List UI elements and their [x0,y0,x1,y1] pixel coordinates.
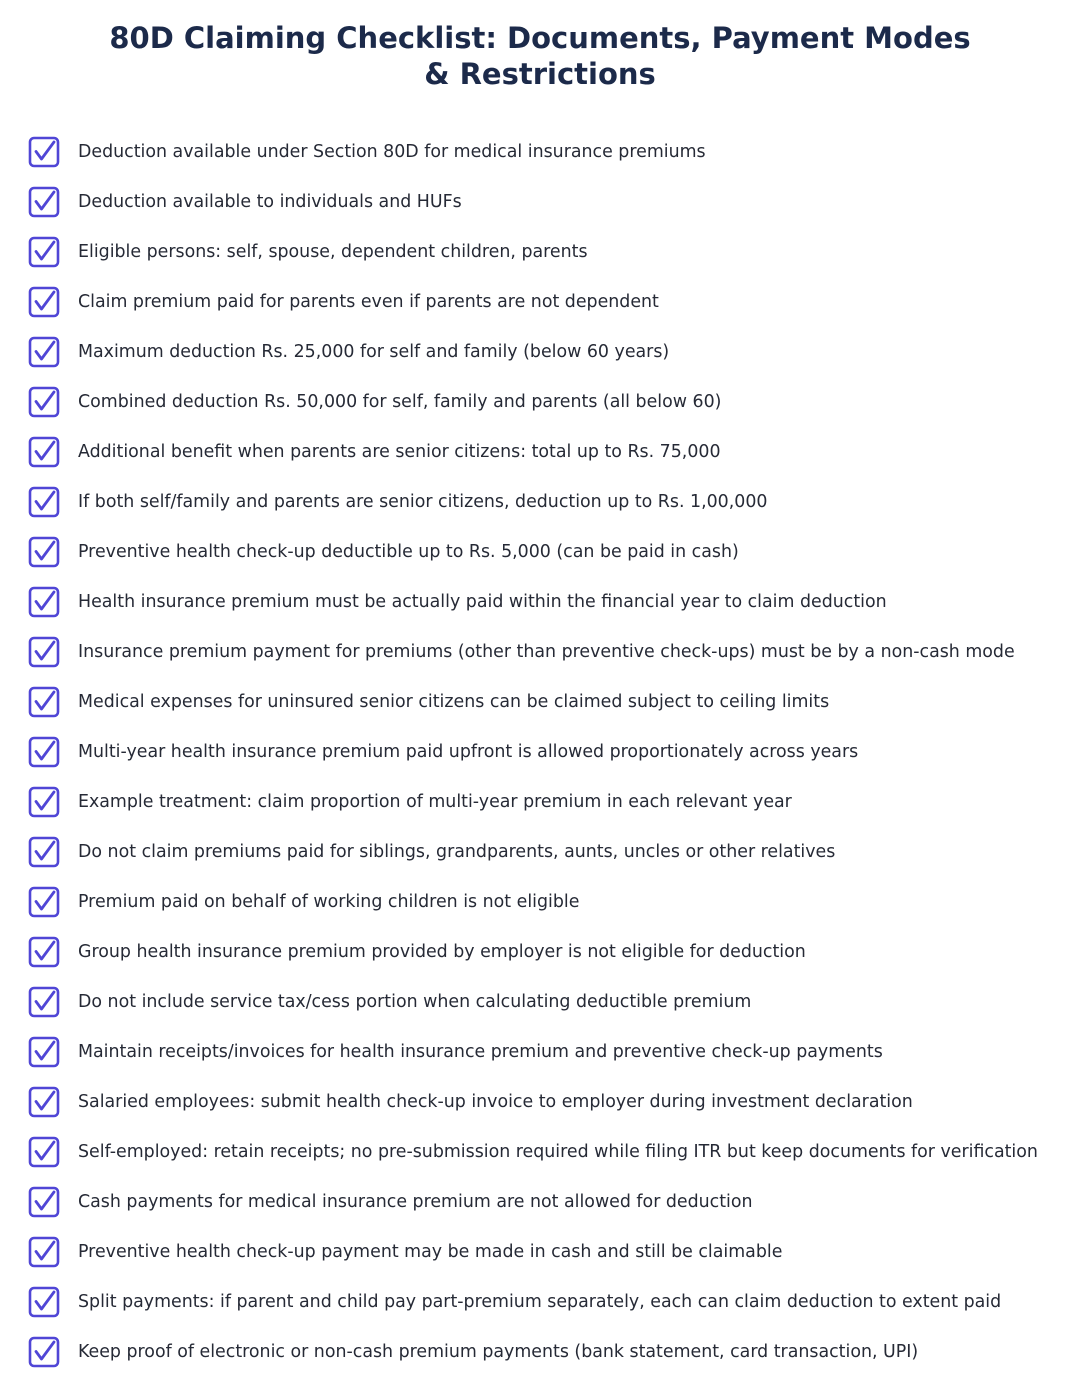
checked-checkbox-icon [28,1086,60,1118]
page-title [0,20,1080,92]
checked-checkbox-icon [28,1186,60,1218]
checked-checkbox-icon [28,936,60,968]
checklist-item [0,126,1080,176]
checked-checkbox-icon [28,486,60,518]
checked-checkbox-icon [28,686,60,718]
checklist-item-text: Health insurance premium must be actually paid within the financial year to claim deduction [78,592,887,612]
checked-checkbox-icon [28,636,60,668]
checked-checkbox-icon [28,1036,60,1068]
checked-checkbox-icon [28,386,60,418]
checklist-item-text: Insurance premium payment for premiums (other than preventive check-ups) must be by a non-cash mode [78,642,1015,662]
page-title-line-2: & Restrictions [424,57,656,91]
checklist-item [0,376,1080,426]
checklist-item [0,526,1080,576]
checked-checkbox-icon [28,1336,60,1368]
checked-checkbox-icon [28,336,60,368]
checked-checkbox-icon [28,1286,60,1318]
checklist-item-text: Preventive health check-up payment may be made in cash and still be claimable [78,1242,783,1262]
checklist-item [0,476,1080,526]
checklist-item [0,276,1080,326]
checklist-item-text: Maximum deduction Rs. 25,000 for self and family (below 60 years) [78,342,670,362]
checklist-item [0,226,1080,276]
checked-checkbox-icon [28,1236,60,1268]
checklist-item [0,1226,1080,1276]
page-title-line-1: 80D Claiming Checklist: Documents, Payment Modes [109,21,971,55]
checked-checkbox-icon [28,886,60,918]
checklist-item-text: Example treatment: claim proportion of multi-year premium in each relevant year [78,792,792,812]
checked-checkbox-icon [28,536,60,568]
checklist-item [0,976,1080,1026]
checklist-item [0,1076,1080,1126]
checklist-item [0,576,1080,626]
checklist-item [0,726,1080,776]
checked-checkbox-icon [28,836,60,868]
checklist-item-text: If both self/family and parents are senior citizens, deduction up to Rs. 1,00,000 [78,492,768,512]
checklist-item [0,176,1080,226]
checklist-item [0,1176,1080,1226]
checklist-item-text: Maintain receipts/invoices for health insurance premium and preventive check-up payments [78,1042,883,1062]
checklist-item [0,926,1080,976]
checked-checkbox-icon [28,186,60,218]
checklist-item-text: Keep proof of electronic or non-cash premium payments (bank statement, card transaction, UPI) [78,1342,919,1362]
checked-checkbox-icon [28,236,60,268]
checklist-item-text: Combined deduction Rs. 50,000 for self, family and parents (all below 60) [78,392,722,412]
checklist-item [0,1026,1080,1076]
checklist-item [0,1276,1080,1326]
checklist-item-text: Preventive health check-up deductible up to Rs. 5,000 (can be paid in cash) [78,542,739,562]
checklist-item-text: Medical expenses for uninsured senior citizens can be claimed subject to ceiling limits [78,692,830,712]
checklist-item [0,826,1080,876]
checklist-item-text: Do not include service tax/cess portion when calculating deductible premium [78,992,752,1012]
checklist-item-text: Claim premium paid for parents even if parents are not dependent [78,292,659,312]
checklist-item [0,326,1080,376]
checklist-item [0,676,1080,726]
checked-checkbox-icon [28,136,60,168]
checklist-item [0,776,1080,826]
checklist-item-text: Salaried employees: submit health check-up invoice to employer during investment declaration [78,1092,913,1112]
checklist-item-text: Premium paid on behalf of working children is not eligible [78,892,580,912]
checklist-item [0,1126,1080,1176]
checklist-item-text: Eligible persons: self, spouse, dependent children, parents [78,242,588,262]
checked-checkbox-icon [28,286,60,318]
checklist-item-text: Multi-year health insurance premium paid upfront is allowed proportionately across years [78,742,859,762]
checklist-item-text: Deduction available to individuals and HUFs [78,192,462,212]
checklist-item-text: Cash payments for medical insurance premium are not allowed for deduction [78,1192,753,1212]
checklist-item-text: Do not claim premiums paid for siblings, grandparents, aunts, uncles or other relatives [78,842,836,862]
checked-checkbox-icon [28,1136,60,1168]
checked-checkbox-icon [28,736,60,768]
checklist-item-text: Split payments: if parent and child pay part-premium separately, each can claim deduction to extent paid [78,1292,1002,1312]
checked-checkbox-icon [28,436,60,468]
checked-checkbox-icon [28,986,60,1018]
checklist-item [0,626,1080,676]
checked-checkbox-icon [28,586,60,618]
checklist-item-text: Additional benefit when parents are senior citizens: total up to Rs. 75,000 [78,442,721,462]
checklist [0,126,1080,1376]
checklist-item [0,1326,1080,1376]
checklist-item-text: Group health insurance premium provided by employer is not eligible for deduction [78,942,806,962]
checked-checkbox-icon [28,786,60,818]
checklist-item [0,426,1080,476]
checklist-item-text: Deduction available under Section 80D for medical insurance premiums [78,142,706,162]
checklist-item [0,876,1080,926]
checklist-item-text: Self-employed: retain receipts; no pre-submission required while filing ITR but keep documents for verification [78,1142,1038,1162]
